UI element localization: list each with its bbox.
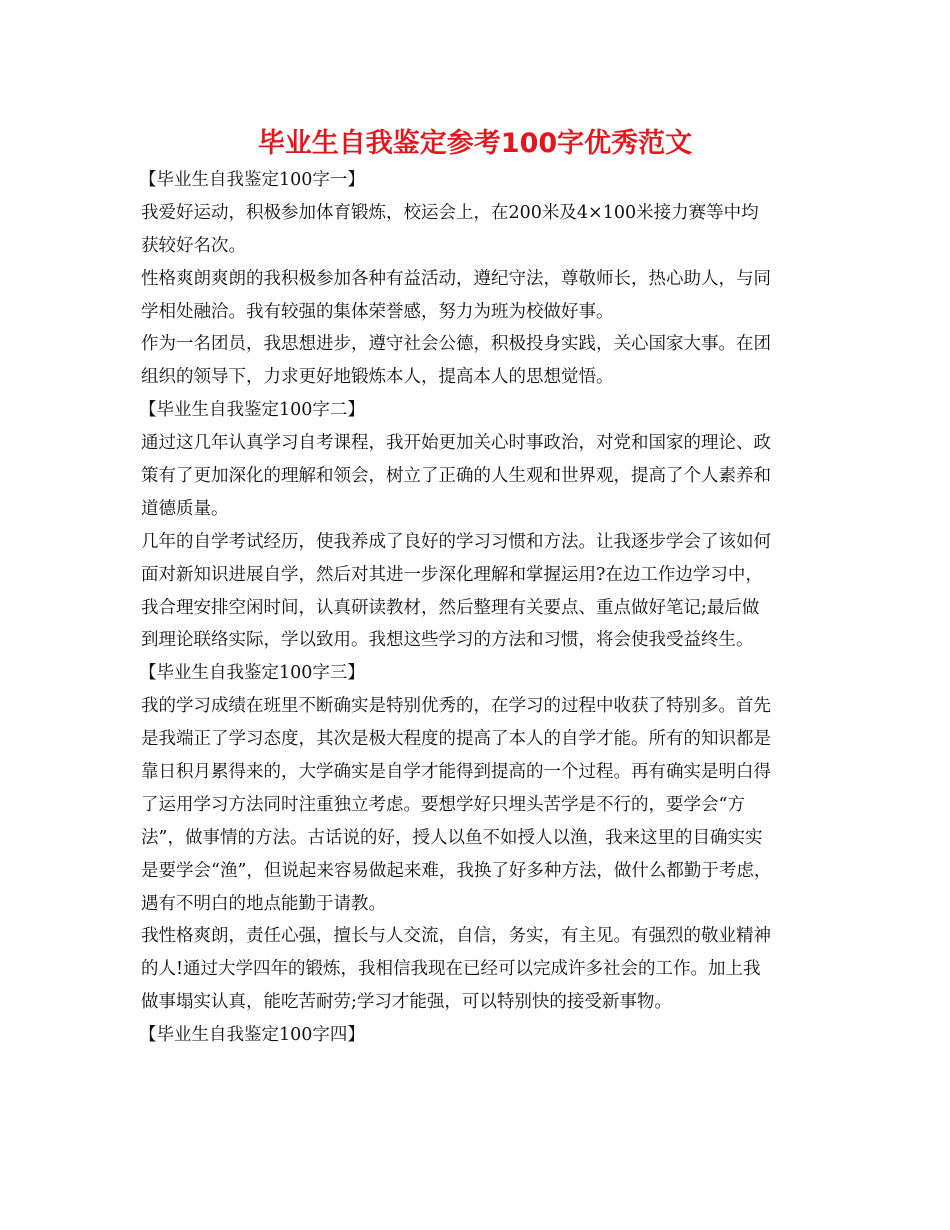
paragraph-line: 我合理安排空闲时间，认真研读教材，然后整理有关要点、重点做好笔记;最后做 <box>141 597 760 618</box>
paragraph-line: 法”，做事情的方法。古话说的好，授人以鱼不如授人以渔，我来这里的目确实实 <box>141 827 763 848</box>
paragraph-line: 面对新知识进展自学，然后对其进一步深化理解和掌握运用?在边工作边学习中， <box>141 564 763 585</box>
paragraph-line: 做事塌实认真，能吃苦耐劳;学习才能强，可以特别快的接受新事物。 <box>141 992 672 1013</box>
paragraph-line: 遇有不明白的地点能勤于请教。 <box>141 893 386 914</box>
section-heading: 【毕业生自我鉴定100字三】 <box>139 663 365 684</box>
paragraph-line: 我爱好运动，积极参加体育锻炼，校运会上，在200米及4×100米接力赛等中均 <box>141 202 759 223</box>
paragraph-line: 学相处融洽。我有较强的集体荣誉感，努力为班为校做好事。 <box>141 301 614 322</box>
paragraph-line: 组织的领导下，力求更好地锻炼本人，提高本人的思想觉悟。 <box>141 367 614 388</box>
paragraph-line: 性格爽朗爽朗的我积极参加各种有益活动，遵纪守法，尊敬师长，热心助人，与同 <box>141 268 771 289</box>
paragraph-line: 作为一名团员，我思想进步，遵守社会公德，积极投身实践，关心国家大事。在团 <box>141 334 771 355</box>
paragraph-line: 是要学会“渔”，但说起来容易做起来难，我换了好多种方法，做什么都勤于考虑， <box>141 860 772 881</box>
paragraph-line: 到理论联络实际，学以致用。我想这些学习的方法和习惯，将会使我受益终生。 <box>141 630 754 651</box>
document-body <box>141 164 821 1052</box>
paragraph-line: 策有了更加深化的理解和领会，树立了正确的人生观和世界观，提高了个人素养和 <box>141 466 771 487</box>
paragraph-line: 是我端正了学习态度，其次是极大程度的提高了本人的自学才能。所有的知识都是 <box>141 729 771 750</box>
paragraph-line: 我性格爽朗，责任心强，擅长与人交流，自信，务实，有主见。有强烈的敬业精神 <box>141 926 771 947</box>
paragraph-line: 的人!通过大学四年的锻炼，我相信我现在已经可以完成许多社会的工作。加上我 <box>141 959 761 980</box>
paragraph-line: 靠日积月累得来的，大学确实是自学才能得到提高的一个过程。再有确实是明白得 <box>141 762 771 783</box>
paragraph-line: 通过这几年认真学习自考课程，我开始更加关心时事政治，对党和国家的理论、政 <box>141 433 771 454</box>
paragraph-line: 我的学习成绩在班里不断确实是特别优秀的，在学习的过程中收获了特别多。首先 <box>141 696 771 717</box>
document-title: 毕业生自我鉴定参考100字优秀范文 <box>257 128 693 159</box>
section-heading: 【毕业生自我鉴定100字二】 <box>139 400 365 421</box>
paragraph-line: 道德质量。 <box>141 498 229 519</box>
paragraph-line: 获较好名次。 <box>141 235 246 256</box>
section-heading: 【毕业生自我鉴定100字一】 <box>139 170 365 190</box>
paragraph-line: 几年的自学考试经历，使我养成了良好的学习习惯和方法。让我逐步学会了该如何 <box>141 531 771 552</box>
paragraph-line: 了运用学习方法同时注重独立考虑。要想学好只埋头苦学是不行的，要学会“方 <box>141 794 745 815</box>
section-heading: 【毕业生自我鉴定100字四】 <box>139 1025 365 1046</box>
